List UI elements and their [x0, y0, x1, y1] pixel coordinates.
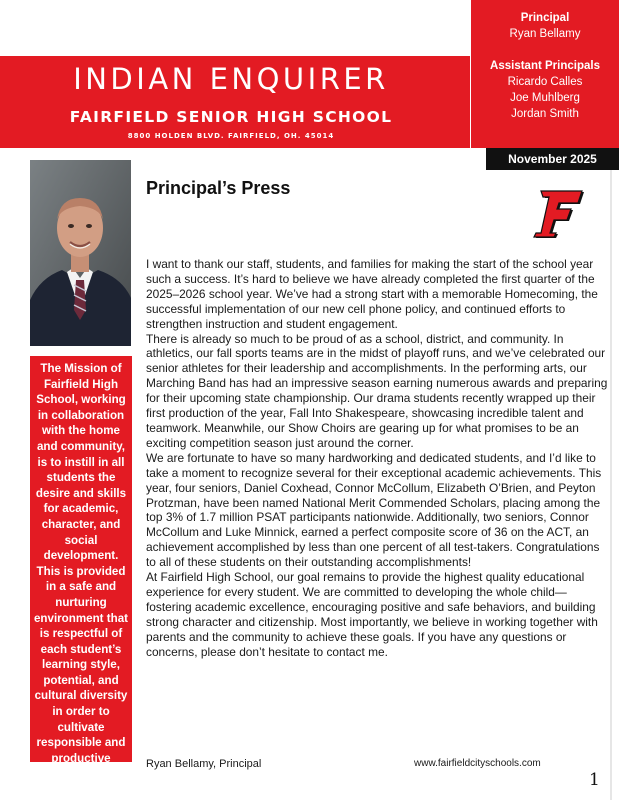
- principal-photo: [30, 160, 131, 346]
- principal-heading: Principal: [520, 12, 570, 24]
- administration-box: [470, 0, 619, 148]
- assistant-principal-name: Joe Muhlberg: [510, 92, 580, 104]
- page-number: 1: [589, 770, 600, 790]
- assistant-principal-name: Ricardo Calles: [507, 76, 583, 88]
- school-name: FAIRFIELD SENIOR HIGH SCHOOL: [69, 108, 393, 126]
- website-url: www.fairfieldcityschools.com: [414, 758, 541, 769]
- newsletter-title: INDIAN ENQUIRER: [73, 62, 389, 96]
- assistant-principals-heading: Assistant Principals: [490, 60, 600, 72]
- school-address: 8800 HOLDEN BLVD. FAIRFIELD, OH. 45014: [127, 132, 335, 140]
- article-signature: Ryan Bellamy, Principal: [146, 758, 262, 770]
- assistant-principal-name: Jordan Smith: [511, 108, 579, 120]
- mission-statement: The Mission of Fairfield High School, working in collaboration with the home and community, is to instill in all students the desire and skills for academic, character, and social development. This is provided in a safe and nurturing environment that is respectful of each student’s learning style, potential, and cultural diversity in order to cultivate responsible and productive citizens for the future.: [30, 356, 132, 762]
- article-title: Principal’s Press: [146, 178, 291, 198]
- article-paragraph: I want to thank our staff, students, and families for making the start of the school year such a success. It’s hard to believe we have already completed the first quarter of the 2025–2026 school year. We’ve had a strong start with a memorable Homecoming, the successful implementation of our new cell phone policy, and continued efforts to strengthen instruction and student engagement.: [146, 257, 598, 331]
- issue-date: November 2025: [486, 148, 619, 170]
- article-paragraph: There is already so much to be proud of as a school, district, and community. In athletics, our fall sports teams are in the midst of playoff runs, and we’ve celebrated our senior athletes for their leadership and accomplishments. In the performing arts, our Marching Band has had an impressive season earning numerous awards and preparing for their upcoming state championship. Our drama students recently wrapped up their first production of the year, Fall Into Shakespeare, showcasing incredible talent and teamwork. Meanwhile, our Show Choirs are gearing up for what promises to be an exciting competition season just around the corner.: [146, 331, 608, 450]
- article-paragraph: At Fairfield High School, our goal remains to provide the highest quality educational experience for every student. We are committed to developing the whole child—fostering academic excellence, encouraging positive and safe behaviors, and building strong character and citizenship. Most importantly, we believe in working together with parents and the community to achieve these goals. If you have any questions or concerns, please don’t hesitate to contact me.: [146, 570, 598, 659]
- principal-portrait-illustration: [30, 160, 131, 346]
- article-paragraph: We are fortunate to have so many hardworking and dedicated students, and I’d like to take a moment to recognize several for their exceptional academic achievements. This year, four seniors, Daniel Coxhead, Connor McCollum, Elizabeth O’Brien, and Peyton Protzman, have been named National Merit Commended Scholars, placing among the top 3% of 1.7 million PSAT participants nationwide. Additionally, two seniors, Connor McCollum and Luke Minnick, earned a perfect composite score of 36 on the ACT, an achievement accomplished by less than one percent of all test-takers. Congratulations to all of these students on their outstanding accomplishments!: [146, 450, 602, 570]
- article-body: [146, 257, 609, 659]
- principal-name: Ryan Bellamy: [509, 28, 581, 40]
- school-f-logo: [532, 187, 584, 239]
